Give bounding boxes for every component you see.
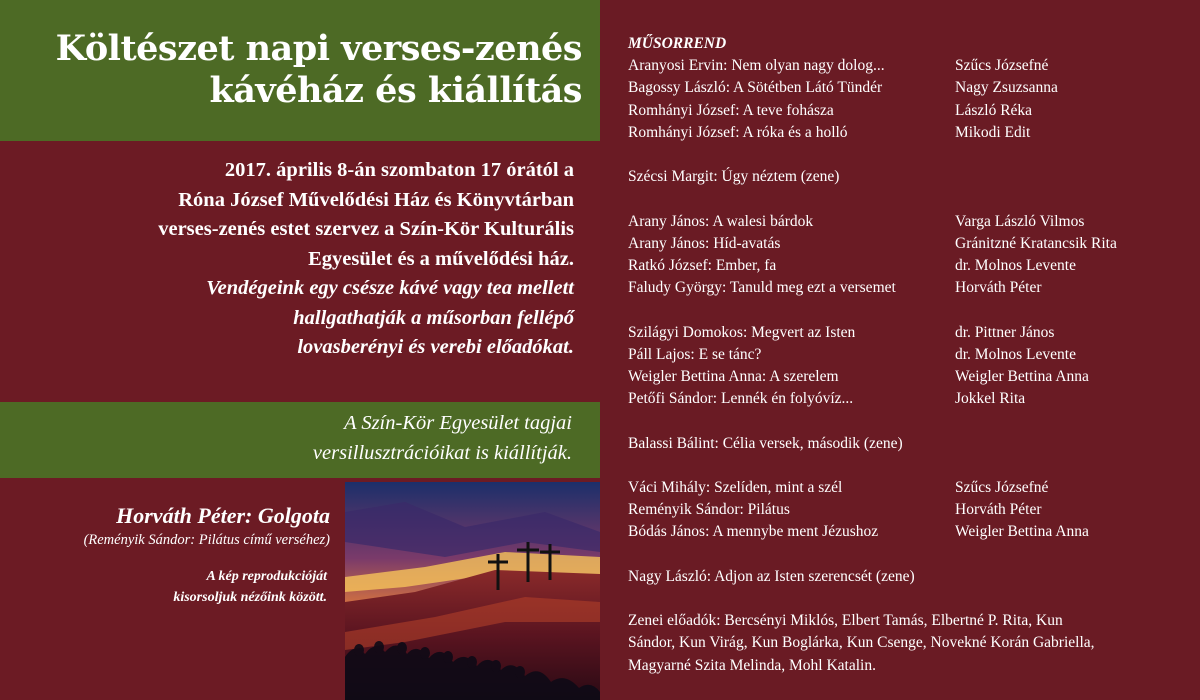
program-row — [628, 322, 1188, 344]
program-row — [628, 77, 1188, 99]
raffle-note-line: A kép reprodukcióját — [206, 569, 327, 584]
program-work: Romhányi József: A teve fohásza — [628, 101, 834, 119]
intro-line: Egyesület és a művelődési ház. — [308, 247, 574, 270]
spacer — [628, 299, 1188, 321]
intro-italic-line: hallgathatják a műsorban fellépő — [293, 306, 574, 329]
program-performer: dr. Molnos Levente — [955, 345, 1076, 363]
program-performer: Nagy Zsuzsanna — [955, 79, 1058, 97]
program-row — [628, 277, 1188, 299]
intro-line: verses-zenés estet szervez a Szín-Kör Kulturális — [158, 218, 574, 240]
program-performer: Horváth Péter — [955, 501, 1042, 519]
music-item: Nagy László: Adjon az Isten szerencsét (zene) — [628, 567, 915, 585]
program-row — [628, 55, 1188, 77]
program-work: Weigler Bettina Anna: A szerelem — [628, 368, 839, 385]
program-performer: dr. Molnos Levente — [955, 257, 1076, 274]
title-line-2: kávéház és kiállítás — [209, 70, 582, 111]
program-row — [628, 521, 1188, 543]
golgota-painting — [345, 482, 600, 700]
performers-line: Zenei előadók: Bercsényi Miklós, Elbert Tamás, Elbertné P. Rita, Kun — [628, 612, 1063, 630]
event-title — [56, 28, 582, 112]
program-work: Arany János: A walesi bárdok — [628, 212, 814, 230]
intro-italic-line: lovasberényi és verebi előadókat. — [297, 336, 574, 358]
painting-caption — [0, 502, 330, 608]
program-panel — [600, 0, 1200, 700]
raffle-note — [0, 566, 330, 608]
program-work: Arany János: Híd-avatás — [628, 234, 781, 252]
program-row — [628, 388, 1188, 410]
program-work: Petőfi Sándor: Lennék én folyóvíz... — [628, 390, 854, 408]
program-performer: Szűcs Józsefné — [955, 478, 1049, 496]
program-work: Ratkó József: Ember, fa — [628, 257, 777, 274]
program-row — [628, 233, 1188, 255]
program-row — [628, 477, 1188, 499]
spacer — [628, 455, 1188, 477]
exhibition-band — [0, 402, 600, 478]
spacer — [628, 588, 1188, 610]
spacer — [628, 544, 1188, 566]
painting-title: Horváth Péter: Golgota — [116, 503, 330, 528]
program-work: Bagossy László: A Sötétben Látó Tündér — [628, 79, 883, 97]
program-row — [628, 211, 1188, 233]
spacer — [628, 188, 1188, 210]
program-row — [628, 255, 1188, 277]
exhibition-line: versillusztrációikat is kiállítják. — [312, 442, 572, 464]
program-work: Váci Mihály: Szelíden, mint a szél — [628, 478, 843, 496]
program-work: Reményik Sándor: Pilátus — [628, 501, 790, 519]
program-performer: Horváth Péter — [955, 279, 1042, 297]
program-row — [628, 100, 1188, 122]
program-work: Aranyosi Ervin: Nem olyan nagy dolog... — [628, 57, 885, 75]
program-performer: László Réka — [955, 101, 1033, 119]
program-performer: Jokkel Rita — [955, 390, 1026, 408]
program-performer: Varga László Vilmos — [955, 212, 1085, 230]
program-heading: MŰSORREND — [628, 35, 727, 52]
intro-line: 2017. április 8-án szombaton 17 órától a — [224, 159, 574, 181]
title-line-1: Költészet napi verses-zenés — [55, 28, 582, 69]
program-work: Szilágyi Domokos: Megvert az Isten — [628, 323, 856, 341]
program-performer: Szűcs Józsefné — [955, 57, 1049, 75]
program-work: Páll Lajos: E se tánc? — [628, 345, 762, 363]
program-row — [628, 122, 1188, 144]
exhibition-line: A Szín-Kör Egyesület tagjai — [344, 412, 572, 434]
program-performer: Weigler Bettina Anna — [955, 523, 1089, 541]
raffle-note-line: kisorsoljuk nézőink között. — [173, 590, 327, 605]
program-work: Bódás János: A mennybe ment Jézushoz — [628, 523, 879, 541]
spacer — [628, 410, 1188, 432]
performers-line: Magyarné Szita Melinda, Mohl Katalin. — [628, 656, 876, 674]
program-work: Romhányi József: A róka és a holló — [628, 123, 848, 141]
program-row — [628, 344, 1188, 366]
title-band — [0, 0, 600, 141]
program-row — [628, 499, 1188, 521]
program-row — [628, 366, 1188, 388]
spacer — [628, 144, 1188, 166]
painting-subtitle: (Reményik Sándor: Pilátus című verséhez) — [83, 532, 330, 548]
music-performers — [628, 610, 1173, 677]
music-item: Szécsi Margit: Úgy néztem (zene) — [628, 168, 840, 186]
program-performer: Gránitzné Kratancsik Rita — [955, 234, 1117, 252]
program-performer: Weigler Bettina Anna — [955, 368, 1089, 385]
intro-line: Róna József Művelődési Ház és Könyvtárban — [178, 188, 574, 211]
intro-italic-line: Vendégeink egy csésze kávé vagy tea mellett — [206, 277, 574, 299]
performers-line: Sándor, Kun Virág, Kun Boglárka, Kun Csenge, Novekné Korán Gabriella, — [628, 634, 1095, 652]
exhibition-text — [313, 408, 572, 468]
program-list — [628, 33, 1188, 677]
program-work: Faludy György: Tanuld meg ezt a versemet — [628, 279, 896, 297]
event-intro — [4, 156, 574, 363]
program-performer: dr. Pittner János — [955, 323, 1055, 341]
program-performer: Mikodi Edit — [955, 123, 1031, 141]
music-item: Balassi Bálint: Célia versek, második (zene) — [628, 434, 903, 452]
